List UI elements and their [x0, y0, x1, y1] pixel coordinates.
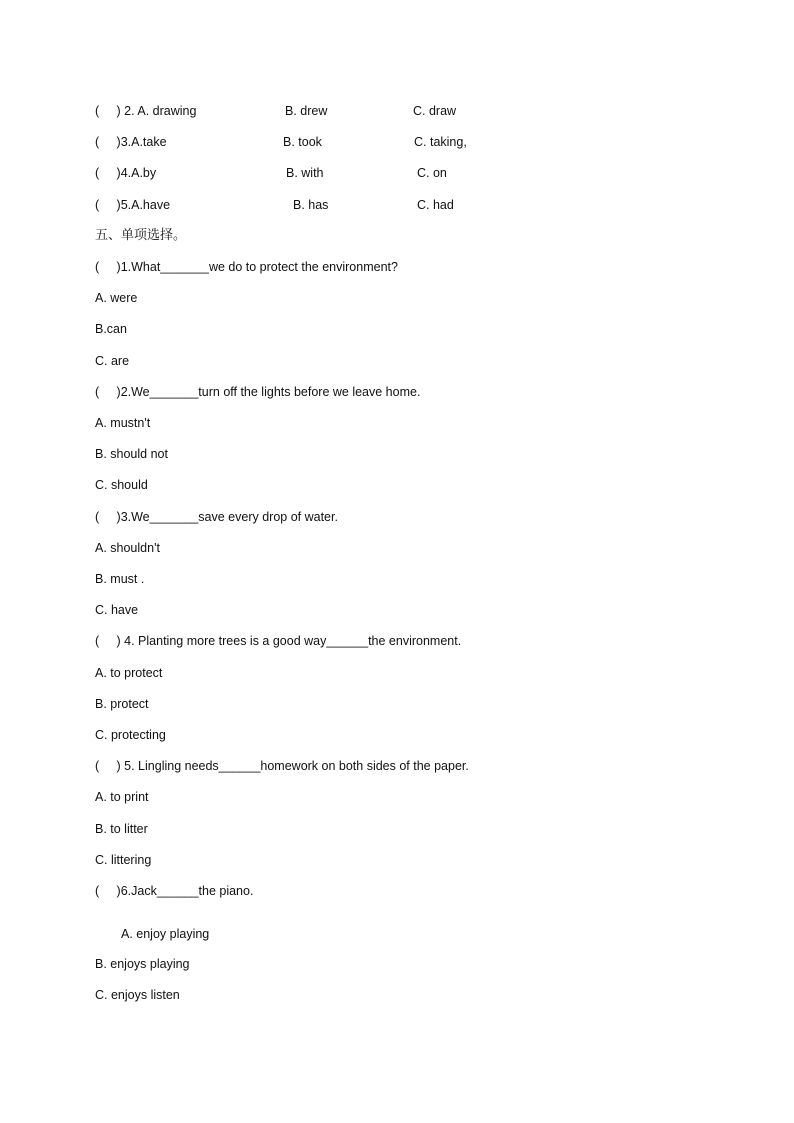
question-option: C. littering — [95, 853, 152, 867]
question-option: A. enjoy playing — [121, 927, 210, 941]
question-option: B.can — [95, 322, 127, 336]
choice-row-question: ( ) 2. A. drawing — [95, 104, 197, 118]
question-option: A. shouldn't — [95, 541, 160, 555]
section-title: 五、单项选择。 — [95, 228, 187, 243]
choice-row-option-b: B. with — [286, 166, 324, 180]
choice-row-option-c: C. taking, — [414, 135, 467, 149]
question-option: C. have — [95, 603, 139, 617]
choice-row-question: ( )5.A.have — [95, 198, 171, 212]
choice-row-option-c: C. draw — [413, 104, 457, 118]
choice-row-option-b: B. drew — [285, 104, 328, 118]
question-option: B. enjoys playing — [95, 957, 190, 971]
question-option: B. protect — [95, 697, 149, 711]
question-option: C. protecting — [95, 728, 166, 742]
choice-row-option-c: C. on — [417, 166, 447, 180]
question-option: C. are — [95, 354, 130, 368]
question-stem: ( )3.We_______save every drop of water. — [95, 510, 338, 524]
question-option: B. must . — [95, 572, 145, 586]
question-option: A. were — [95, 291, 138, 305]
question-stem: ( )1.What_______we do to protect the environment? — [95, 260, 398, 274]
choice-row-option-b: B. took — [283, 135, 322, 149]
question-stem: ( )2.We_______turn off the lights before we leave home. — [95, 385, 421, 399]
choice-row-question: ( )4.A.by — [95, 166, 157, 180]
choice-row-question: ( )3.A.take — [95, 135, 167, 149]
question-option: A. to print — [95, 790, 149, 804]
question-stem: ( ) 5. Lingling needs______homework on both sides of the paper. — [95, 759, 469, 773]
question-option: B. should not — [95, 447, 168, 461]
choice-row-option-c: C. had — [417, 198, 454, 212]
question-option: A. mustn't — [95, 416, 151, 430]
question-option: C. enjoys listen — [95, 988, 180, 1002]
question-option: C. should — [95, 478, 148, 492]
choice-row-option-b: B. has — [293, 198, 329, 212]
question-option: B. to litter — [95, 822, 148, 836]
question-stem: ( ) 4. Planting more trees is a good way______the environment. — [95, 634, 462, 648]
question-stem: ( )6.Jack______the piano. — [95, 884, 254, 898]
question-option: A. to protect — [95, 666, 163, 680]
